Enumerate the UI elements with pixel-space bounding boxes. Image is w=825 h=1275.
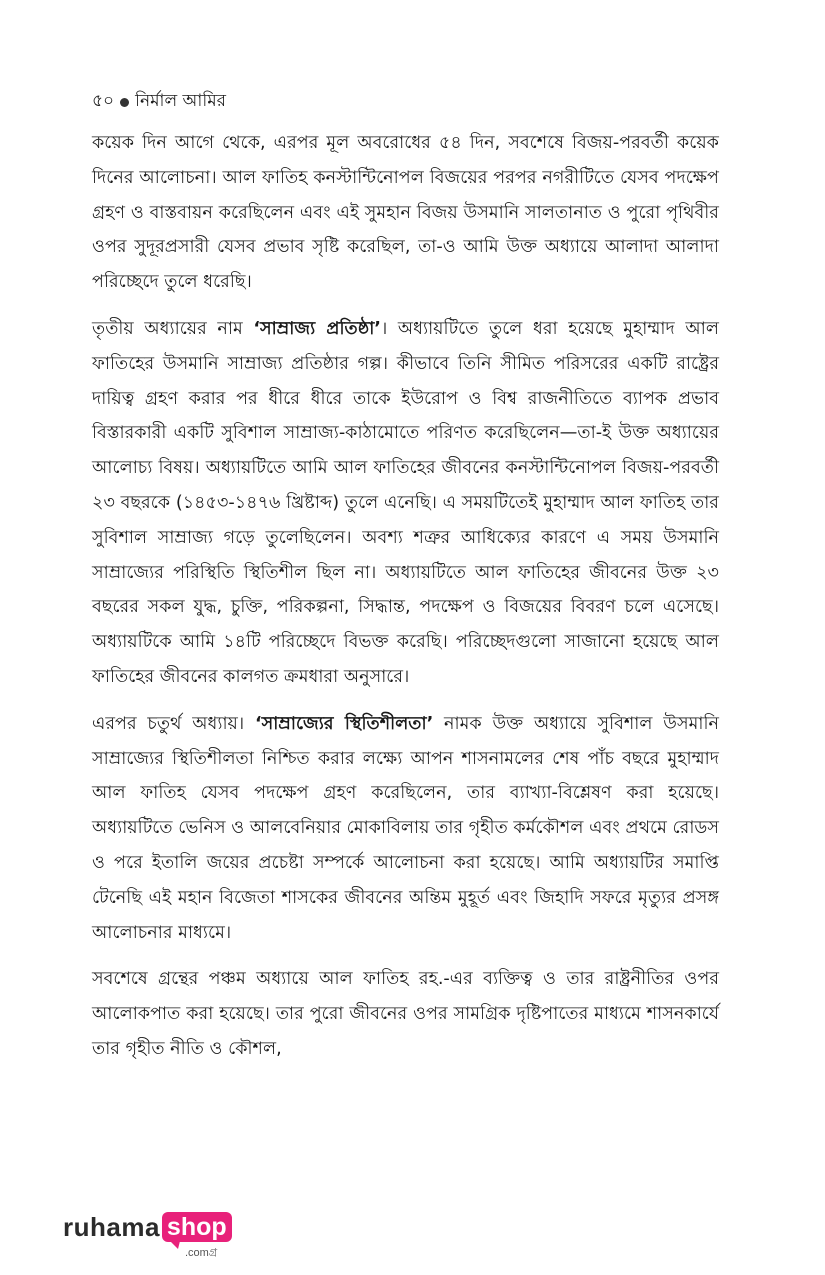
paragraph bbox=[92, 312, 719, 695]
page-number: ৫০ bbox=[92, 91, 115, 111]
paragraph-text: কয়েক দিন আগে থেকে, এরপর মূল অবরোধের ৫৪ দিন, সবশেষে বিজয়-পরবর্তী কয়েক দিনের আলোচনা। আল ফাতিহ কনস্টান্টিনোপল বিজয়ের পরপর নগরীটিতে যেসব পদক্ষেপ গ্রহণ ও বাস্তবায়ন করেছিলেন এবং এই সুমহান বিজয় উসমানি সালতানাত ও পুরো পৃথিবীর ওপর সুদূরপ্রসারী যেসব প্রভাব সৃষ্টি করেছিল, তা-ও আমি উক্ত অধ্যায়ে আলাদা আলাদা পরিচ্ছেদে তুলে ধরেছি। bbox=[92, 133, 719, 293]
paragraph bbox=[92, 126, 719, 300]
logo-shop-badge: shop bbox=[162, 1212, 232, 1242]
page-header bbox=[92, 88, 226, 116]
paragraph bbox=[92, 962, 719, 1066]
logo-domain: .comগ্র bbox=[185, 1247, 218, 1259]
bullet-dot-icon bbox=[120, 98, 129, 107]
page-body bbox=[92, 126, 719, 1079]
paragraph-text: নামক উক্ত অধ্যায়ে সুবিশাল উসমানি সাম্রাজ্যের স্থিতিশীলতা নিশ্চিত করার লক্ষ্যে আপন শাসনামলের শেষ পাঁচ বছরে মুহাম্মাদ আল ফাতিহ যেসব পদক্ষেপ গ্রহণ করেছিলেন, তার ব্যাখ্যা-বিশ্লেষণ করা হয়েছে। অধ্যায়টিতে ভেনিস ও আলবেনিয়ার মোকাবিলায় তার গৃহীত কর্মকৌশল এবং প্রথমে রোডস ও পরে ইতালি জয়ের প্রচেষ্টা সম্পর্কে আলোচনা করা হয়েছে। আমি অধ্যায়টির সমাপ্তি টেনেছি এই মহান বিজেতা শাসকের জীবনের অন্তিম মুহূর্ত এবং জিহাদি সফরে মৃত্যুর প্রসঙ্গ আলোচনার মাধ্যমে। bbox=[92, 713, 719, 943]
chapter-title-text: ‘সাম্রাজ্যের স্থিতিশীলতা’ bbox=[254, 713, 434, 734]
paragraph-text: সবশেষে গ্রন্থের পঞ্চম অধ্যায়ে আল ফাতিহ রহ.-এর ব্যক্তিত্ব ও তার রাষ্ট্রনীতির ওপর আলোকপাত করা হয়েছে। তার পুরো জীবনের ওপর সামগ্রিক দৃষ্টিপাতের মাধ্যমে শাসনকার্যে তার গৃহীত নীতি ও কৌশল, bbox=[92, 969, 719, 1059]
paragraph-text: । অধ্যায়টিতে তুলে ধরা হয়েছে মুহাম্মাদ আল ফাতিহের উসমানি সাম্রাজ্য প্রতিষ্ঠার গল্প। কীভাবে তিনি সীমিত পরিসরের একটি রাষ্ট্রের দায়িত্ব গ্রহণ করার পর ধীরে ধীরে তাকে ইউরোপ ও বিশ্ব রাজনীতিতে ব্যাপক প্রভাব বিস্তারকারী একটি সুবিশাল সাম্রাজ্য-কাঠামোতে পরিণত করেছিলেন—তা-ই উক্ত অধ্যায়ের আলোচ্য বিষয়। অধ্যায়টিতে আমি আল ফাতিহের জীবনের কনস্টান্টিনোপল বিজয়-পরবর্তী ২৩ বছরকে (১৪৫৩-১৪৭৬ খ্রিষ্টাব্দ) তুলে এনেছি। এ সময়টিতেই মুহাম্মাদ আল ফাতিহ তার সুবিশাল সাম্রাজ্য গড়ে তুলেছিলেন। অবশ্য শত্রুর আধিক্যের কারণে এ সময় উসমানি সাম্রাজ্যের পরিস্থিতি স্থিতিশীল ছিল না। অধ্যায়টিতে আল ফাতিহের জীবনের উক্ত ২৩ বছরের সকল যুদ্ধ, চুক্তি, পরিকল্পনা, সিদ্ধান্ত, পদক্ষেপ ও বিজয়ের বিবরণ চলে এসেছে। অধ্যায়টিকে আমি ১৪টি পরিচ্ছেদে বিভক্ত করেছি। পরিচ্ছেদগুলো সাজানো হয়েছে আল ফাতিহের জীবনের কালগত ক্রমধারা অনুসারে। bbox=[92, 318, 719, 687]
publisher-logo bbox=[63, 1212, 232, 1259]
book-title: নির্মাল আমির bbox=[135, 91, 227, 111]
paragraph bbox=[92, 707, 719, 951]
paragraph-text: এরপর চতুর্থ অধ্যায়। bbox=[92, 713, 255, 734]
paragraph-text: তৃতীয় অধ্যায়ের নাম bbox=[92, 318, 254, 339]
chapter-title-text: ‘সাম্রাজ্য প্রতিষ্ঠা’ bbox=[253, 318, 381, 339]
logo-word: ruhama bbox=[63, 1212, 160, 1242]
